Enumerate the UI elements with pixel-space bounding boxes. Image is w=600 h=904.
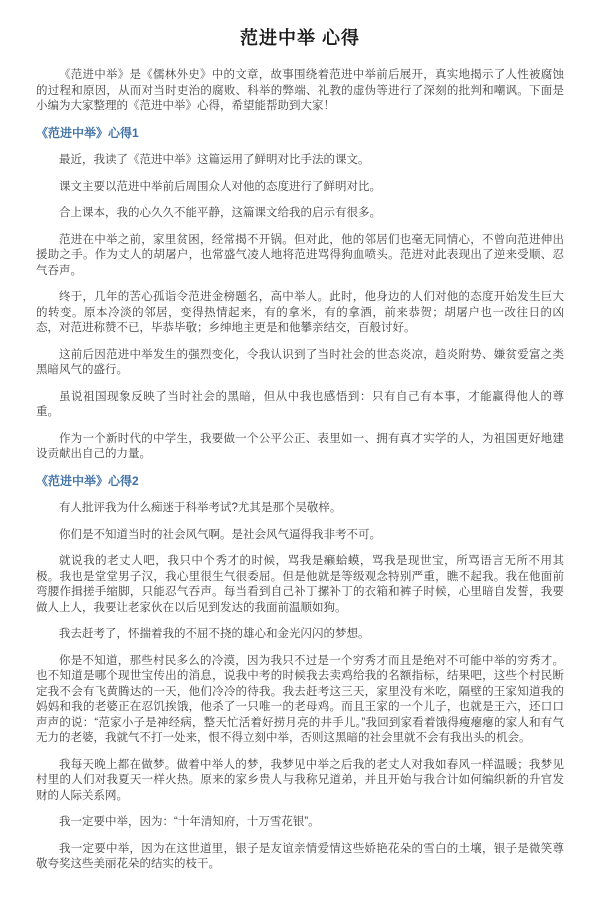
paragraph: 虽说祖国现象反映了当时社会的黑暗，但从中我也感悟到：只有自己有本事，才能赢得他人的尊重。	[36, 390, 564, 418]
document-content	[36, 68, 564, 873]
paragraph: 你们是不知道当时的社会风气啊。是社会风气逼得我非考不可。	[59, 528, 381, 541]
paragraph: 我每天晚上都在做梦。做着中举人的梦，我梦见中举之后我的老丈人对我如春风一样温暖；我梦见村里的人们对我夏天一样火热。原来的家乡贵人与我称兄道弟，并且开始与我合计如何编织新的升官发财的人际关系网。	[36, 758, 564, 802]
section-heading: 《范进中举》心得2	[36, 473, 139, 488]
paragraph: 《范进中举》是《儒林外史》中的文章，故事围绕着范进中举前后展开，真实地揭示了人性被腐蚀的过程和原因，从而对当时吏治的腐败、科举的弊端、礼教的虚伪等进行了深刻的批判和嘲讽。下面是小编为大家整理的《范进中举》心得，希望能帮助到大家！	[36, 69, 564, 112]
paragraph: 作为一个新时代的中学生，我要做一个公平公正、表里如一、拥有真才实学的人，为祖国更好地建设贡献出自己的力量。	[36, 432, 564, 460]
paragraph: 范进在中举之前，家里贫困，经常揭不开锅。但对此，他的邻居们也毫无同情心，不曾向范进伸出援助之手。作为丈人的胡屠户，也常盛气凌人地将范进骂得狗血喷头。范进对此表现出了逆来受顺、忍气吞声。	[36, 233, 564, 277]
paragraph: 这前后因范进中举发生的强烈变化，令我认识到了当时社会的世态炎凉，趋炎附势、嫌贫爱富之类黑暗风气的盛行。	[36, 348, 564, 376]
paragraph: 课文主要以范进中举前后周围众人对他的态度进行了鲜明对比。	[59, 180, 381, 193]
paragraph: 合上课本，我的心久久不能平静，这篇课文给我的启示有很多。	[59, 207, 381, 219]
paragraph: 终于，几年的苦心孤诣令范进金榜题名，高中举人。此时，他身边的人们对他的态度开始发生巨大的转变。原本冷淡的邻居，变得热情起来，有的拿米，有的拿酒，前来恭贺；胡屠户也一改往日的凶态，对范进称赞不已，毕恭毕敬；乡绅地主更是和他攀亲结交，百般讨好。	[36, 291, 564, 334]
section-heading: 《范进中举》心得1	[36, 125, 139, 140]
paragraph: 你是不知道，那些村民多么的冷漠，因为我只不过是一个穷秀才而且是绝对不可能中举的穷秀才。也不知道是哪个现世宝传出的消息，说我中考的时候我去卖鸡给我的名额指标，结果吧，这些个村民断定我不会有飞黄腾达的一天，他们冷冷的待我。我去赶考这三天，家里没有米吃，隔壁的王家知道我的妈妈和我的老婆正在忍饥挨饿，他杀了一只唯一的老母鸡。而且王家的一个儿子，也就是王六，还口口声声的说：“范家小子是神经病，整天忙活着好捞月亮的井手儿。”我回到家看着饿得瘦瘪瘪的家人和有气无力的老婆，我就气不打一处来，恨不得立刻中举，否则这黑暗的社会里就不会有我出头的机会。	[36, 654, 564, 744]
paragraph: 最近，我读了《范进中举》这篇运用了鲜明对比手法的课文。	[59, 154, 370, 166]
paragraph: 我去赶考了，怀揣着我的不屈不挠的雄心和金光闪闪的梦想。	[59, 628, 370, 640]
paragraph: 我一定要中举，因为在这世道里，银子是友谊亲情爱情这些娇艳花朵的雪白的土壤，银子是微笑尊敬夸奖这些美丽花朵的结实的枝干。	[36, 842, 564, 870]
paragraph: 就说我的老丈人吧，我只中个秀才的时候，骂我是癞蛤蟆，骂我是现世宝，所骂语言无所不用其极。我也是堂堂男子汉，我心里很生气很委屈。但是他就是等级观念特别严重，瞧不起我。我在他面前弯腰作揖搓手缩脚，只能忍气吞声。每当看到自己补丁摞补丁的衣箱和裤子时候，心里暗自发誓，我要做人上人，我要让老家伙在以后见到发达的我面前温顺如狗。	[36, 555, 564, 614]
paragraph: 我一定要中举，因为：“十年清知府，十万雪花银”。	[59, 816, 320, 828]
page-title: 范进中举 心得	[239, 28, 360, 48]
paragraph: 有人批评我为什么痴迷于科举考试?尤其是那个吴敬梓。	[59, 502, 342, 514]
